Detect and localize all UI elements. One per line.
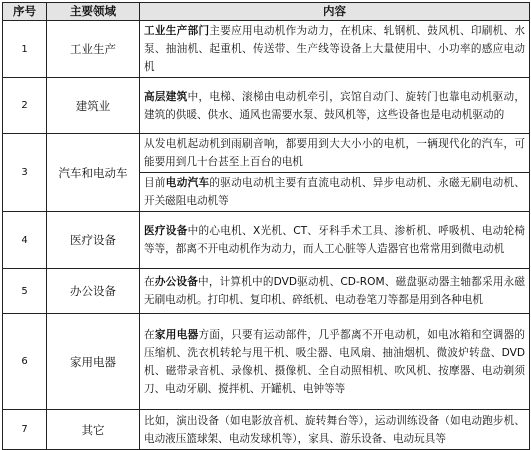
table-row [3, 78, 530, 134]
table-row [3, 134, 530, 173]
row-field: 其它 [47, 410, 140, 450]
row-field: 汽车和电动车 [47, 134, 140, 212]
row-content [140, 173, 530, 212]
row-content [140, 410, 530, 450]
content-bold: 办公设备 [154, 276, 199, 288]
content-text: 主要应用电动机作为动力，在机床、轧钢机、鼓风机、印刷机、水泵、抽油机、起重机、传送带、生产线等设备上大量使用中、小功率的感应电动机 [144, 25, 526, 73]
content-pre: 在 [144, 328, 155, 341]
row-field: 医疗设备 [47, 212, 140, 269]
content-text: 从发电机起动机到雨刷音响，都要用到大大小小的电机，一辆现代化的汽车，可能要用到几十台甚至上百台的电机 [144, 138, 525, 168]
content-text: 的驱动电动机主要有直流电动机、异步电动机、永磁无刷电动机、开关磁阻电动机等 [144, 177, 526, 207]
row-content [140, 314, 530, 410]
row-content [140, 212, 530, 269]
header-content: 内容 [140, 3, 530, 21]
header-index: 序号 [3, 3, 47, 21]
header-row [3, 3, 530, 21]
row-index: 1 [3, 21, 47, 78]
content-bold: 工业生产部门 [144, 25, 210, 37]
row-index: 2 [3, 78, 47, 134]
row-field: 建筑业 [47, 78, 140, 134]
row-field: 家用电器 [47, 314, 140, 410]
row-content [140, 21, 530, 78]
row-index: 7 [3, 410, 47, 450]
row-index: 6 [3, 314, 47, 410]
row-content [140, 78, 530, 134]
table-row [3, 21, 530, 78]
content-text: 比如，演出设备（如电影放音机、旋转舞台等），运动训练设备（如电动跑步机、电动液压篮球架、电动发球机等），家具、游乐设备、电动玩具等 [144, 414, 525, 445]
table-row [3, 212, 530, 269]
content-bold: 医疗设备 [144, 225, 188, 237]
content-bold: 家用电器 [154, 328, 199, 341]
row-index: 4 [3, 212, 47, 269]
content-text: 中，计算机中的DVD驱动机、CD-ROM、磁盘驱动器主轴都采用永磁无刷电动机。打印机、复印机、碎纸机、电动卷笔刀等都是用到各种电机 [144, 276, 526, 306]
content-bold: 高层建筑 [144, 90, 188, 103]
table-row [3, 314, 530, 410]
row-index: 3 [3, 134, 47, 212]
row-content [140, 269, 530, 314]
content-bold: 电动汽车 [165, 177, 210, 189]
content-text: 方面，只要有运动部件，几乎都离不开电动机，如电冰箱和空调器的压缩机、洗衣机转轮与甩干机、吸尘器、电风扇、抽油烟机、微波炉转盘、DVD机、磁带录音机、录像机、摄像机、全自动照相机、吹风机、按摩器、电动剃须刀、电动牙刷、搅拌机、开罐机、电钟等等 [144, 328, 526, 395]
row-field: 办公设备 [47, 269, 140, 314]
content-text: 中，电梯、滚梯由电动机牵引，宾馆自动门、旋转门也靠电动机驱动，建筑的供暖、供水、通风也需要水泵、鼓风机等，这些设备也是电动机驱动的 [144, 90, 525, 121]
row-index: 5 [3, 269, 47, 314]
header-field: 主要领域 [47, 3, 140, 21]
content-pre: 在 [144, 276, 155, 288]
table-row [3, 269, 530, 314]
row-field: 工业生产 [47, 21, 140, 78]
content-text: 中的心电机、X光机、CT、牙科手术工具、渗析机、呼吸机、电动轮椅等等，都离不开电动机作为动力，而人工心脏等人造器官也常常用到微电动机 [144, 225, 526, 255]
table-row [3, 410, 530, 450]
motor-applications-table [2, 2, 530, 450]
row-content [140, 134, 530, 173]
content-pre: 目前 [144, 177, 166, 189]
